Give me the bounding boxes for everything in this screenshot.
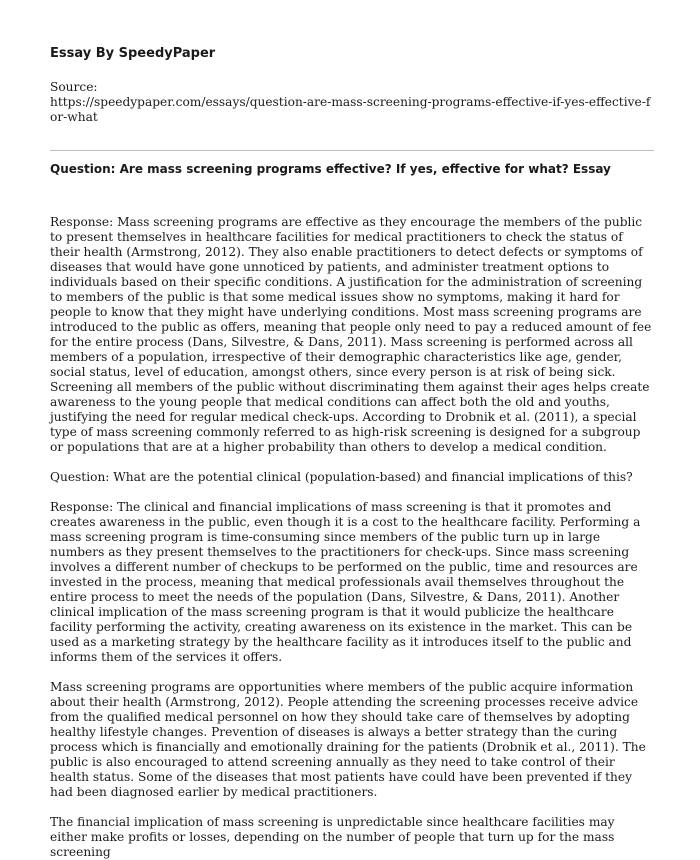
source-label: Source: bbox=[50, 80, 98, 94]
paragraph: The financial implication of mass screening is unpredictable since healthcare facilities may either make profits or losses, depending on the number of people that turn up for the mass screening bbox=[50, 815, 615, 859]
document-page bbox=[50, 38, 654, 859]
paragraph: Question: What are the potential clinical (population-based) and financial implications of this? bbox=[50, 470, 633, 484]
paragraph: Response: The clinical and financial implications of mass screening is that it promotes and creates awareness in the public, even though it is a cost to the healthcare facility. Performing a mass screening program is time-consuming since members of the public turn up in large numbers as they present themselves to the practitioners for check-ups. Since mass screening involves a different number of checkups to be performed on the public, time and resources are invested in the process, meaning that medical professionals avail themselves throughout the entire process to meet the needs of the population (Dans, Silvestre, & Dans, 2011). Another clinical implication of the mass screening program is that it would publicize the healthcare facility performing the activity, creating awareness on its existence in the market. This can be used as a marketing strategy by the healthcare facility as it introduces itself to the public and informs them of the services it offers. bbox=[50, 500, 641, 664]
source-url: https://speedypaper.com/essays/question-are-mass-screening-programs-effective-if-yes-effective-for-what bbox=[50, 95, 651, 124]
essay-body bbox=[50, 215, 654, 860]
paragraph: Mass screening programs are opportunities where members of the public acquire information about their health (Armstrong, 2012). People attending the screening processes receive advice from the qualified medical personnel on how they should take care of themselves by adopting healthy lifestyle changes. Prevention of diseases is always a better strategy than the curing process which is financially and emotionally draining for the patients (Drobnik et al., 2011). The public is also encouraged to attend screening annually as they need to take control of their health status. Some of the diseases that most patients have could have been prevented if they had been diagnosed earlier by medical practitioners. bbox=[50, 680, 646, 799]
essay-title: Question: Are mass screening programs effective? If yes, effective for what? Essay bbox=[50, 162, 611, 176]
source-block bbox=[50, 80, 654, 125]
header-divider bbox=[50, 150, 654, 151]
brand-title: Essay By SpeedyPaper bbox=[50, 46, 216, 61]
paragraph: Response: Mass screening programs are effective as they encourage the members of the public to present themselves in healthcare facilities for medical practitioners to check the status of their health (Armstrong, 2012). They also enable practitioners to detect defects or symptoms of diseases that would have gone unnoticed by patients, and administer treatment options to individuals based on their specific conditions. A justification for the administration of screening to members of the public is that some medical issues show no symptoms, making it hard for people to know that they might have underlying conditions. Most mass screening programs are introduced to the public as offers, meaning that people only need to pay a reduced amount of fee for the entire process (Dans, Silvestre, & Dans, 2011). Mass screening is performed across all members of a population, irrespective of their demographic characteristics like age, gender, social status, level of education, amongst others, since every person is at risk of being sick. Screening all members of the public without discriminating them against their ages helps create awareness to the young people that medical conditions can affect both the old and youths, justifying the need for regular medical check-ups. According to Drobnik et al. (2011), a special type of mass screening commonly referred to as high-risk screening is designed for a subgroup or populations that are at a higher probability than others to develop a medical condition. bbox=[50, 215, 652, 454]
